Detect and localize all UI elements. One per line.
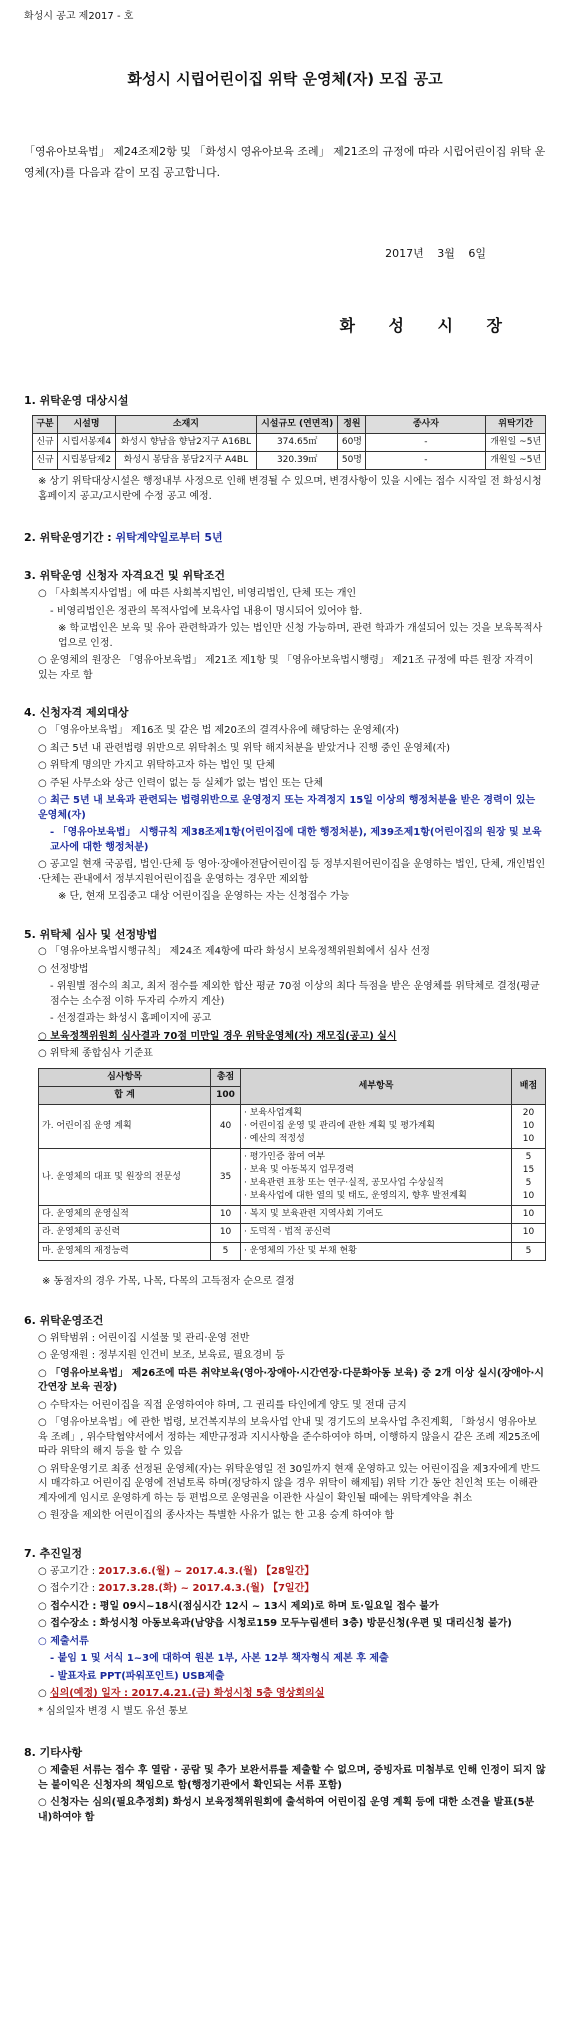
table-cell: 60명 <box>338 434 366 452</box>
list-item: ○ 제출된 서류는 접수 후 열람 · 공람 및 추가 보완서류를 제출할 수 없으며, 증빙자료 미첨부로 인해 인정이 되지 않는 불이익은 신청자의 책임으로 함(행정기관에서 확인되는 서류 포함) <box>38 1765 546 1791</box>
point-line: 10 <box>522 1191 535 1202</box>
section-7-title: 7. 추진일정 <box>24 1546 83 1560</box>
table-cell: 시립봉담제2 <box>58 452 116 470</box>
th-capacity: 정원 <box>338 416 366 434</box>
facility-table <box>32 415 546 470</box>
table-cell: 10 <box>512 1224 546 1242</box>
table-cell <box>241 1149 512 1206</box>
list-item: - 「영유아보육법」 시행규칙 제38조제1항(어린이집에 대한 행정처분), 제39조제1항(어린이집의 원장 및 보육교사에 대한 행정처분) <box>50 827 542 853</box>
th-eval-details: 세부항목 <box>241 1068 512 1104</box>
table-cell <box>241 1105 512 1149</box>
point-line: 5 <box>525 1152 532 1163</box>
table-cell: 다. 운영체의 운영실적 <box>39 1206 211 1224</box>
table-cell: 시립서봉제4 <box>58 434 116 452</box>
list-item: ○ 운영재원 : 정부지원 인건비 보조, 보육료, 필요경비 등 <box>38 1350 285 1362</box>
table-cell: 10 <box>512 1206 546 1224</box>
section-5-note: ※ 동점자의 경우 가목, 나목, 다목의 고득점자 순으로 결정 <box>42 1275 295 1287</box>
announcement-date: 2017년 3월 6일 <box>385 247 486 261</box>
table-row <box>39 1242 546 1260</box>
table-cell: 화성시 향남읍 향남2지구 A16BL <box>115 434 256 452</box>
facility-table-header <box>33 416 546 434</box>
doc-number: 화성시 공고 제2017 - 호 <box>24 11 134 22</box>
table-row <box>39 1224 546 1242</box>
table-cell: · 운영체의 가산 및 부채 현황 <box>241 1242 512 1260</box>
table-row <box>33 452 546 470</box>
table-row <box>39 1206 546 1224</box>
table-cell <box>512 1149 546 1206</box>
th-eval-points: 배점 <box>512 1068 546 1104</box>
list-item: ○ 최근 5년 내 보육과 관련되는 법령위반으로 운영정지 또는 자격정지 15일 이상의 행정처분을 받은 경력이 있는 운영체(자) <box>38 795 536 821</box>
list-item: ○ 「영유아보육법시행규칙」 제24조 제4항에 따라 화성시 보육정책위원회에서 심사 선정 <box>38 946 431 958</box>
list-item: ○ 접수장소 : 화성시청 아동보육과(남양읍 시청로159 모두누림센터 3층) 방문신청(우편 및 대리신청 불가) <box>38 1618 512 1630</box>
list-item: ○ 위탁운영기로 최종 선정된 운영체(자)는 위탁운영일 전 30일까지 현재 운영하고 있는 어린이집을 제3자에게 반드시 매각하고 어린이집 운영에 전념토록 하며(정당하지 않을 경우 위탁이 해제됨) 위탁 기간 동안 친인척 또는 이해관계자에게 임시로 운영하게 하는 등 편법으로 운영권을 이관한 사실이 확인될 때에는 위탁계약을 취소 <box>38 1463 540 1504</box>
th-facility-name: 시설명 <box>58 416 116 434</box>
list-item: ○ 보육정책위원회 심사결과 70점 미만일 경우 위탁운영체(자) 재모집(공고) 실시 <box>38 1030 397 1042</box>
list-item: ○ 운영체의 원장은 「영유아보육법」 제21조 제1항 및 「영유아보육법시행령」 제21조 규정에 따른 원장 자격이 있는 자로 함 <box>38 655 534 681</box>
table-cell: 개원일 ~5년 <box>486 434 546 452</box>
list-item: ○ 공고일 현재 국공립, 법인·단체 등 영아·장애아전담어린이집 등 정부지원어린이집을 운영하는 법인, 단체, 개인법인·단체는 관내에서 정부지원어린이집을 운영하는 경우만 제외함 <box>38 859 546 885</box>
th-staff: 종사자 <box>366 416 486 434</box>
list-item: ○ 최근 5년 내 관련법령 위반으로 위탁취소 및 위탁 해지처분을 받았거나 진행 중인 운영체(자) <box>38 742 450 754</box>
detail-line: · 보육 및 아동복지 업무경력 <box>244 1165 354 1176</box>
section-2-title <box>24 530 546 546</box>
table-row <box>33 434 546 452</box>
table-cell <box>512 1105 546 1149</box>
list-item <box>24 1565 546 1580</box>
evaluation-table <box>38 1068 546 1261</box>
issuer-name: 화 성 시 장 <box>339 315 516 335</box>
section-1-title: 1. 위탁운영 대상시설 <box>24 394 129 408</box>
table-cell: 5 <box>211 1242 241 1260</box>
th-eval-item: 심사항목 <box>39 1068 211 1086</box>
list-item: ○ 신청자는 심의(필요추정회) 화성시 보육정책위원회에 출석하여 어린이집 운영 계획 등에 대한 소견을 발표(5분 내)하여야 함 <box>38 1797 535 1823</box>
list-item: ○ 「영유아보육법」에 관한 법령, 보건복지부의 보육사업 안내 및 경기도의 보육사업 추진계획, 「화성시 영유아보육 조례」, 위수탁협약서에서 정하는 제반규정과 지시사항을 준수하여야 하며, 이행하지 않을시 같은 조례 제25조에 따라 위탁의 해지 등을 할 수 있음 <box>38 1417 540 1458</box>
th-category: 구분 <box>33 416 58 434</box>
table-cell: 가. 어린이집 운영 계획 <box>39 1105 211 1149</box>
section-4-title: 4. 신청자격 제외대상 <box>24 706 129 720</box>
section-2-value: 위탁계약일로부터 5년 <box>115 531 223 545</box>
facility-table-wrap <box>24 415 546 470</box>
item-label: ○ 접수기간 : <box>38 1583 99 1595</box>
table-cell: 마. 운영체의 재정능력 <box>39 1242 211 1260</box>
table-cell: 320.39㎡ <box>256 452 338 470</box>
table-cell: 화성시 봉담읍 봉담2지구 A4BL <box>115 452 256 470</box>
table-cell: - <box>366 452 486 470</box>
detail-line: · 어린이집 운영 및 관리에 관한 계획 및 평가계획 <box>244 1121 435 1132</box>
table-cell: - <box>366 434 486 452</box>
detail-line: · 보육사업계획 <box>244 1108 302 1119</box>
table-cell: 10 <box>211 1206 241 1224</box>
list-item: - 위원별 점수의 최고, 최저 점수를 제외한 합산 평균 70점 이상의 최다 득점을 받은 운영체를 위탁체로 결정(평균점수는 소수점 이하 두자리 수까지 계산) <box>50 981 540 1007</box>
item-value: 2017.3.28.(화) ~ 2017.4.3.(월) 【7일간】 <box>98 1583 315 1595</box>
table-cell: 10 <box>211 1224 241 1242</box>
section-2-label: 2. 위탁운영기간 : <box>24 531 116 545</box>
list-item <box>24 1582 546 1597</box>
list-item: - 붙임 1 및 서식 1~3에 대하여 원본 1부, 사본 12부 책자형식 제본 후 제출 <box>50 1653 389 1665</box>
item-label: ○ <box>38 1688 50 1700</box>
detail-line: · 평가인증 참여 여부 <box>244 1152 326 1163</box>
point-line: 10 <box>522 1121 535 1132</box>
point-line: 15 <box>522 1165 535 1176</box>
list-item: ○ 원장을 제외한 어린이집의 종사자는 특별한 사유가 없는 한 고용 승계 하여야 함 <box>38 1510 394 1522</box>
th-eval-sum-score: 100 <box>211 1087 241 1105</box>
table-cell: 5 <box>512 1242 546 1260</box>
table-cell: 개원일 ~5년 <box>486 452 546 470</box>
section-8-title: 8. 기타사항 <box>24 1746 83 1760</box>
list-item: ※ 학교법인은 보육 및 유아 관련학과가 있는 법인만 신청 가능하며, 관련 학과가 개설되어 있는 것을 보육목적사업으로 인정. <box>58 623 543 649</box>
detail-line: · 보육사업에 대한 열의 및 태도, 운영의지, 향후 발전계획 <box>244 1191 467 1202</box>
item-value: 심의(예정) 일자 : 2017.4.21.(금) 화성시청 5층 영상회의실 <box>49 1688 325 1700</box>
point-line: 20 <box>522 1108 535 1119</box>
list-item: ○ 선정방법 <box>38 963 89 975</box>
table-cell: 40 <box>211 1105 241 1149</box>
list-item: - 비영리법인은 정관의 목적사업에 보육사업 내용이 명시되어 있어야 함. <box>50 605 363 617</box>
th-eval-total: 총점 <box>211 1068 241 1086</box>
list-item: ○ 위탁체 종합심사 기준표 <box>38 1048 153 1060</box>
th-eval-sum: 합 계 <box>39 1087 211 1105</box>
table-cell: 신규 <box>33 452 58 470</box>
th-period: 위탁기간 <box>486 416 546 434</box>
detail-line: · 보육관련 표창 또는 연구·실적, 공모사업 수상실적 <box>244 1178 444 1189</box>
list-item: ○ 위탁범위 : 어린이집 시설물 및 관리·운영 전반 <box>38 1332 250 1344</box>
table-row <box>39 1149 546 1206</box>
table-row <box>39 1105 546 1149</box>
page-title: 화성시 시립어린이집 위탁 운영체(자) 모집 공고 <box>127 69 443 88</box>
list-item: ○ 「사회복지사업법」에 따른 사회복지법인, 비영리법인, 단체 또는 개인 <box>38 588 357 600</box>
list-item: - 발표자료 PPT(파워포인트) USB제출 <box>50 1670 225 1682</box>
detail-line: · 예산의 적정성 <box>244 1134 305 1145</box>
th-location: 소재지 <box>115 416 256 434</box>
th-size: 시설규모 (연면적) <box>256 416 338 434</box>
table-cell: · 도덕적 · 법적 공신력 <box>241 1224 512 1242</box>
eval-header-row <box>39 1068 546 1086</box>
item-value: 2017.3.6.(월) ~ 2017.4.3.(월) 【28일간】 <box>98 1565 315 1577</box>
list-item: ○ 위탁계 명의만 가지고 위탁하고자 하는 법인 및 단체 <box>38 760 276 772</box>
list-item: - 선정결과는 화성시 홈페이지에 공고 <box>50 1013 212 1025</box>
list-item: ○ 제출서류 <box>38 1635 89 1647</box>
section-6-title: 6. 위탁운영조건 <box>24 1314 104 1328</box>
table-cell: 나. 운영체의 대표 및 원장의 전문성 <box>39 1149 211 1206</box>
list-item: ○ 「영유아보육법」 제16조 및 같은 법 제20조의 결격사유에 해당하는 운영체(자) <box>38 725 400 737</box>
table-cell: 신규 <box>33 434 58 452</box>
list-item: ○ 주된 사무소와 상근 인력이 없는 등 실체가 없는 법인 또는 단체 <box>38 777 324 789</box>
point-line: 10 <box>522 1134 535 1145</box>
list-item: * 심의일자 변경 시 별도 유선 통보 <box>38 1705 188 1717</box>
intro-paragraph: 「영유아보육법」 제24조제2항 및 「화성시 영유아보육 조례」 제21조의 규정에 따라 시립어린이집 위탁 운영체(자)를 다음과 같이 모집 공고합니다. <box>24 145 546 180</box>
section-3-title: 3. 위탁운영 신청자 자격요건 및 위탁조건 <box>24 569 225 583</box>
section-1-note: ※ 상기 위탁대상시설은 행정내부 사정으로 인해 변경될 수 있으며, 변경사항이 있을 시에는 접수 시작일 전 화성시청 홈페이지 공고/고시란에 수정 공고 예정. <box>38 476 542 502</box>
table-cell: · 복지 및 보육관련 지역사회 기여도 <box>241 1206 512 1224</box>
section-5-title: 5. 위탁체 심사 및 선정방법 <box>24 927 158 941</box>
table-cell: 라. 운영체의 공신력 <box>39 1224 211 1242</box>
evaluation-table-wrap <box>24 1068 546 1261</box>
table-cell: 50명 <box>338 452 366 470</box>
list-item: ○ 접수시간 : 평일 09시~18시(점심시간 12시 ~ 13시 제외)로 하며 토·일요일 접수 불가 <box>38 1600 439 1612</box>
item-label: ○ 공고기간 : <box>38 1565 99 1577</box>
list-item: ○ 「영유아보육법」 제26조에 따른 취약보육(영아·장애아·시간연장·다문화아동 보육) 중 2개 이상 실시(장애아·시간연장 보육 권장) <box>38 1367 544 1394</box>
table-cell: 35 <box>211 1149 241 1206</box>
list-item <box>24 1687 546 1702</box>
table-cell: 374.65㎡ <box>256 434 338 452</box>
point-line: 5 <box>525 1178 532 1189</box>
list-item: ○ 수탁자는 어린이집을 직접 운영하여야 하며, 그 권리를 타인에게 양도 및 전대 금지 <box>38 1399 407 1411</box>
list-item: ※ 단, 현재 모집중고 대상 어린이집을 운영하는 자는 신청접수 가능 <box>58 891 350 903</box>
